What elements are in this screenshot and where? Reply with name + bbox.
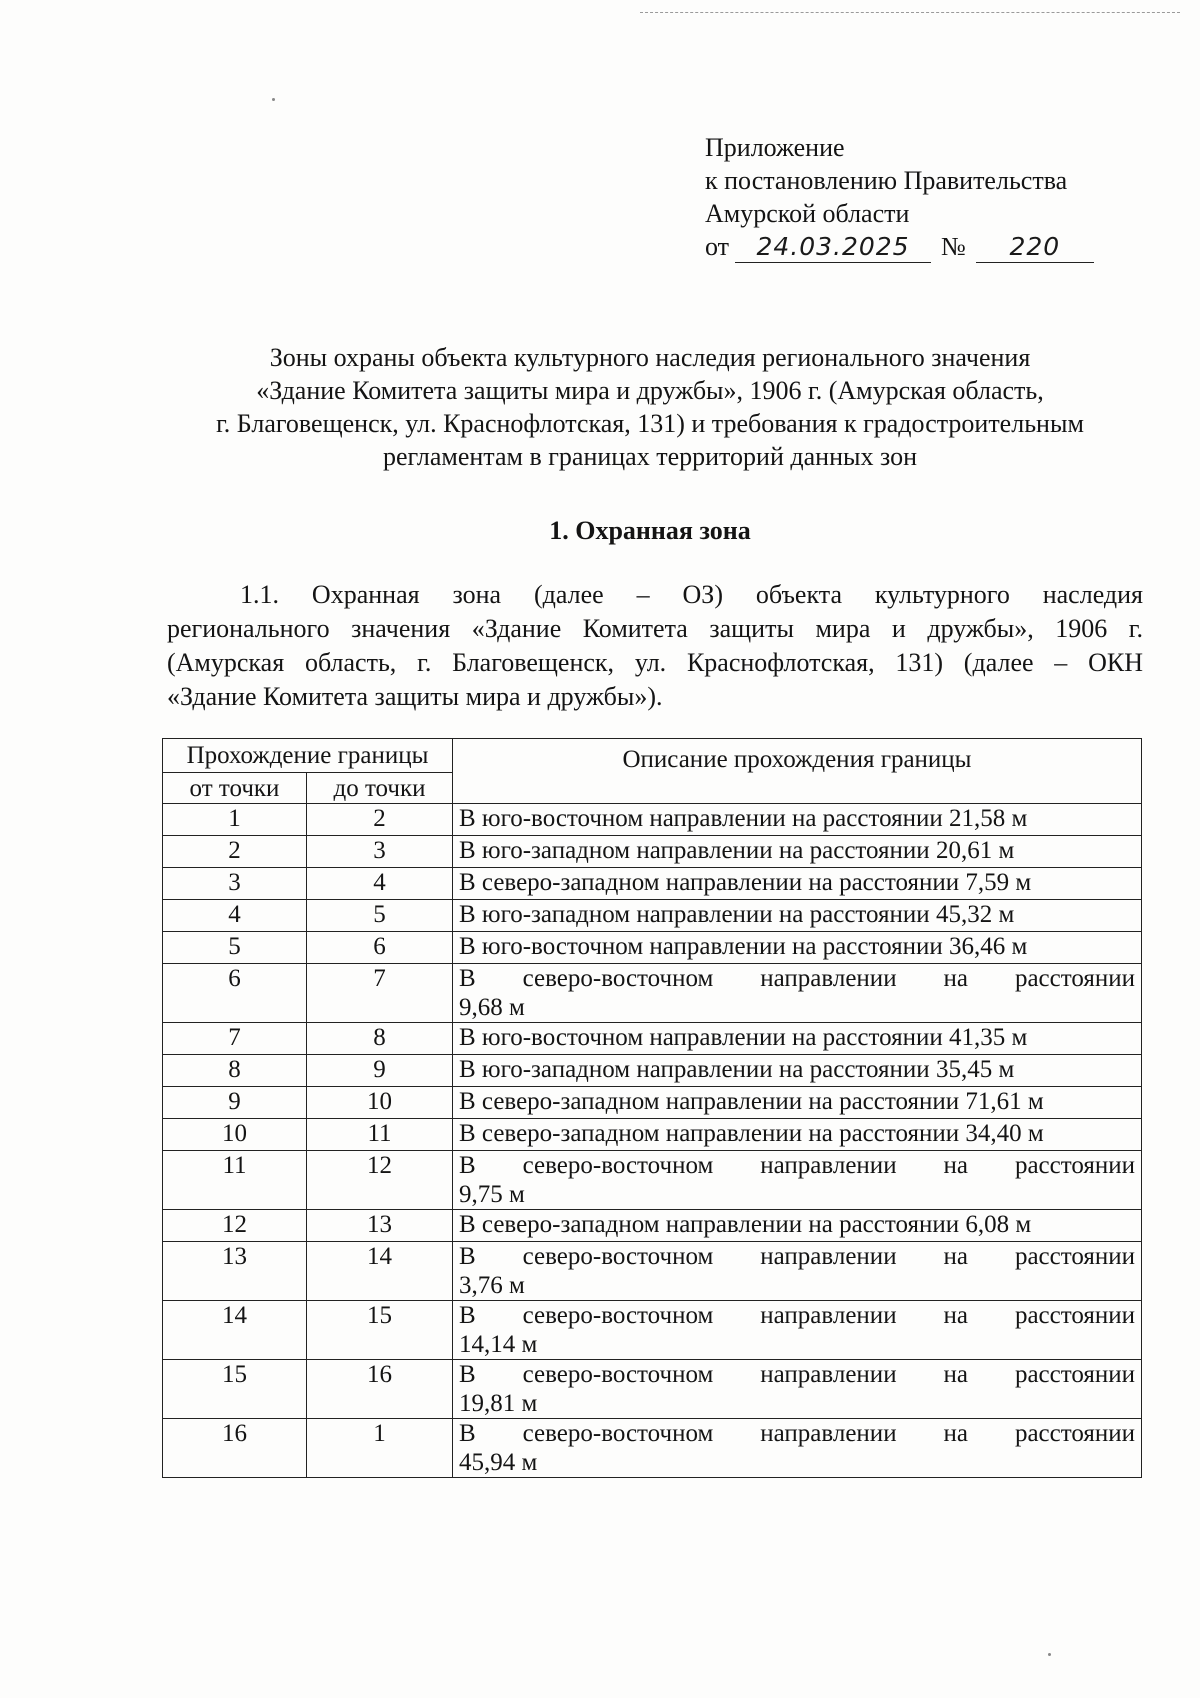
from-point-cell: 6 bbox=[163, 964, 307, 1023]
to-point-cell: 10 bbox=[307, 1087, 453, 1119]
description-line: В северо-восточном направлении на расстоянии bbox=[459, 965, 1135, 992]
table-row bbox=[163, 1242, 1142, 1301]
table-row bbox=[163, 804, 1142, 836]
handwritten-date: 24.03.2025 bbox=[735, 232, 931, 263]
from-point-cell: 10 bbox=[163, 1119, 307, 1151]
to-point-cell: 8 bbox=[307, 1023, 453, 1055]
description-line: В северо-восточном направлении на расстоянии bbox=[459, 1361, 1135, 1388]
from-point-cell: 16 bbox=[163, 1419, 307, 1478]
from-point-cell: 14 bbox=[163, 1301, 307, 1360]
approval-line-2: к постановлению Правительства bbox=[705, 166, 1068, 195]
to-point-cell: 11 bbox=[307, 1119, 453, 1151]
description-line: В северо-восточном направлении на расстоянии bbox=[459, 1243, 1135, 1270]
description-line: 9,75 м bbox=[459, 1181, 525, 1208]
from-point-cell: 5 bbox=[163, 932, 307, 964]
description-line: В юго-восточном направлении на расстоянии 21,58 м bbox=[459, 805, 1028, 832]
to-point-cell: 6 bbox=[307, 932, 453, 964]
description-line: В юго-восточном направлении на расстоянии 36,46 м bbox=[459, 933, 1028, 960]
from-point-cell: 8 bbox=[163, 1055, 307, 1087]
table-row bbox=[163, 932, 1142, 964]
description-cell bbox=[453, 1119, 1142, 1151]
description-cell bbox=[453, 804, 1142, 836]
paragraph-line: 1.1. Охранная зона (далее – ОЗ) объекта культурного наследия bbox=[240, 580, 1143, 609]
table-row bbox=[163, 1055, 1142, 1087]
description-line: 14,14 м bbox=[459, 1331, 538, 1358]
table-row bbox=[163, 964, 1142, 1023]
from-point-cell: 1 bbox=[163, 804, 307, 836]
to-point-cell: 16 bbox=[307, 1360, 453, 1419]
from-point-cell: 13 bbox=[163, 1242, 307, 1301]
table-row bbox=[163, 1023, 1142, 1055]
description-line: В юго-восточном направлении на расстоянии 41,35 м bbox=[459, 1024, 1028, 1051]
description-line: 45,94 м bbox=[459, 1449, 538, 1476]
to-point-cell: 7 bbox=[307, 964, 453, 1023]
title-line-4: регламентам в границах территорий данных зон bbox=[382, 442, 917, 471]
table-row bbox=[163, 1360, 1142, 1419]
description-cell bbox=[453, 1360, 1142, 1419]
date-prefix: от bbox=[705, 232, 730, 261]
description-line: В северо-западном направлении на расстоянии 6,08 м bbox=[459, 1211, 1032, 1238]
to-point-cell: 14 bbox=[307, 1242, 453, 1301]
description-line: В юго-западном направлении на расстоянии 45,32 м bbox=[459, 901, 1015, 928]
description-line: 9,68 м bbox=[459, 994, 525, 1021]
approval-date-line bbox=[705, 230, 1125, 263]
from-point-cell: 15 bbox=[163, 1360, 307, 1419]
to-point-cell: 15 bbox=[307, 1301, 453, 1360]
header-from-point: от точки bbox=[163, 773, 307, 804]
description-cell bbox=[453, 1210, 1142, 1242]
table-row bbox=[163, 900, 1142, 932]
description-line: В юго-западном направлении на расстоянии 35,45 м bbox=[459, 1056, 1015, 1083]
document-title bbox=[150, 341, 1150, 473]
description-line: В юго-западном направлении на расстоянии 20,61 м bbox=[459, 837, 1015, 864]
from-point-cell: 4 bbox=[163, 900, 307, 932]
paragraph-line: (Амурская область, г. Благовещенск, ул. Краснофлотская, 131) (далее – ОКН bbox=[167, 648, 1143, 677]
description-cell bbox=[453, 1301, 1142, 1360]
description-line: В северо-восточном направлении на расстоянии bbox=[459, 1302, 1135, 1329]
description-line: 3,76 м bbox=[459, 1272, 525, 1299]
scan-speck bbox=[1048, 1653, 1051, 1656]
handwritten-number: 220 bbox=[976, 232, 1094, 263]
description-cell bbox=[453, 1023, 1142, 1055]
scan-speck bbox=[272, 98, 275, 101]
header-description: Описание прохождения границы bbox=[453, 739, 1142, 804]
description-cell bbox=[453, 964, 1142, 1023]
table-row bbox=[163, 1419, 1142, 1478]
table-body bbox=[163, 804, 1142, 1478]
to-point-cell: 5 bbox=[307, 900, 453, 932]
approval-line-1: Приложение bbox=[705, 133, 845, 162]
table-row bbox=[163, 1301, 1142, 1360]
scan-edge-line bbox=[640, 12, 1180, 13]
from-point-cell: 3 bbox=[163, 868, 307, 900]
description-line: 19,81 м bbox=[459, 1390, 538, 1417]
table-row bbox=[163, 836, 1142, 868]
table-row bbox=[163, 1087, 1142, 1119]
number-sign: № bbox=[941, 232, 966, 261]
from-point-cell: 12 bbox=[163, 1210, 307, 1242]
title-line-3: г. Благовещенск, ул. Краснофлотская, 131) и требования к градостроительным bbox=[216, 409, 1084, 438]
to-point-cell: 12 bbox=[307, 1151, 453, 1210]
title-line-2: «Здание Комитета защиты мира и дружбы», 1906 г. (Амурская область, bbox=[256, 376, 1044, 405]
from-point-cell: 2 bbox=[163, 836, 307, 868]
table-row bbox=[163, 1151, 1142, 1210]
to-point-cell: 4 bbox=[307, 868, 453, 900]
approval-stamp-block bbox=[705, 131, 1125, 263]
to-point-cell: 9 bbox=[307, 1055, 453, 1087]
to-point-cell: 13 bbox=[307, 1210, 453, 1242]
description-line: В северо-западном направлении на расстоянии 7,59 м bbox=[459, 869, 1032, 896]
table-row bbox=[163, 1119, 1142, 1151]
description-cell bbox=[453, 900, 1142, 932]
title-line-1: Зоны охраны объекта культурного наследия регионального значения bbox=[269, 343, 1031, 372]
description-cell bbox=[453, 1087, 1142, 1119]
approval-line-3: Амурской области bbox=[705, 199, 910, 228]
description-line: В северо-западном направлении на расстоянии 34,40 м bbox=[459, 1120, 1044, 1147]
from-point-cell: 11 bbox=[163, 1151, 307, 1210]
description-cell bbox=[453, 836, 1142, 868]
table-row bbox=[163, 868, 1142, 900]
description-cell bbox=[453, 1242, 1142, 1301]
description-cell bbox=[453, 1419, 1142, 1478]
description-line: В северо-восточном направлении на расстоянии bbox=[459, 1152, 1135, 1179]
description-line: В северо-восточном направлении на расстоянии bbox=[459, 1420, 1135, 1447]
to-point-cell: 1 bbox=[307, 1419, 453, 1478]
header-to-point: до точки bbox=[307, 773, 453, 804]
from-point-cell: 9 bbox=[163, 1087, 307, 1119]
section-paragraph bbox=[167, 578, 1143, 714]
boundary-table bbox=[162, 738, 1142, 1478]
description-cell bbox=[453, 1055, 1142, 1087]
to-point-cell: 3 bbox=[307, 836, 453, 868]
to-point-cell: 2 bbox=[307, 804, 453, 836]
section-heading: 1. Охранная зона bbox=[549, 516, 751, 545]
description-cell bbox=[453, 868, 1142, 900]
description-cell bbox=[453, 1151, 1142, 1210]
paragraph-line: регионального значения «Здание Комитета защиты мира и дружбы», 1906 г. bbox=[167, 614, 1143, 643]
description-cell bbox=[453, 932, 1142, 964]
description-line: В северо-западном направлении на расстоянии 71,61 м bbox=[459, 1088, 1044, 1115]
table-row bbox=[163, 1210, 1142, 1242]
from-point-cell: 7 bbox=[163, 1023, 307, 1055]
header-boundary-passage: Прохождение границы bbox=[163, 739, 453, 773]
paragraph-line: «Здание Комитета защиты мира и дружбы»). bbox=[167, 682, 663, 711]
